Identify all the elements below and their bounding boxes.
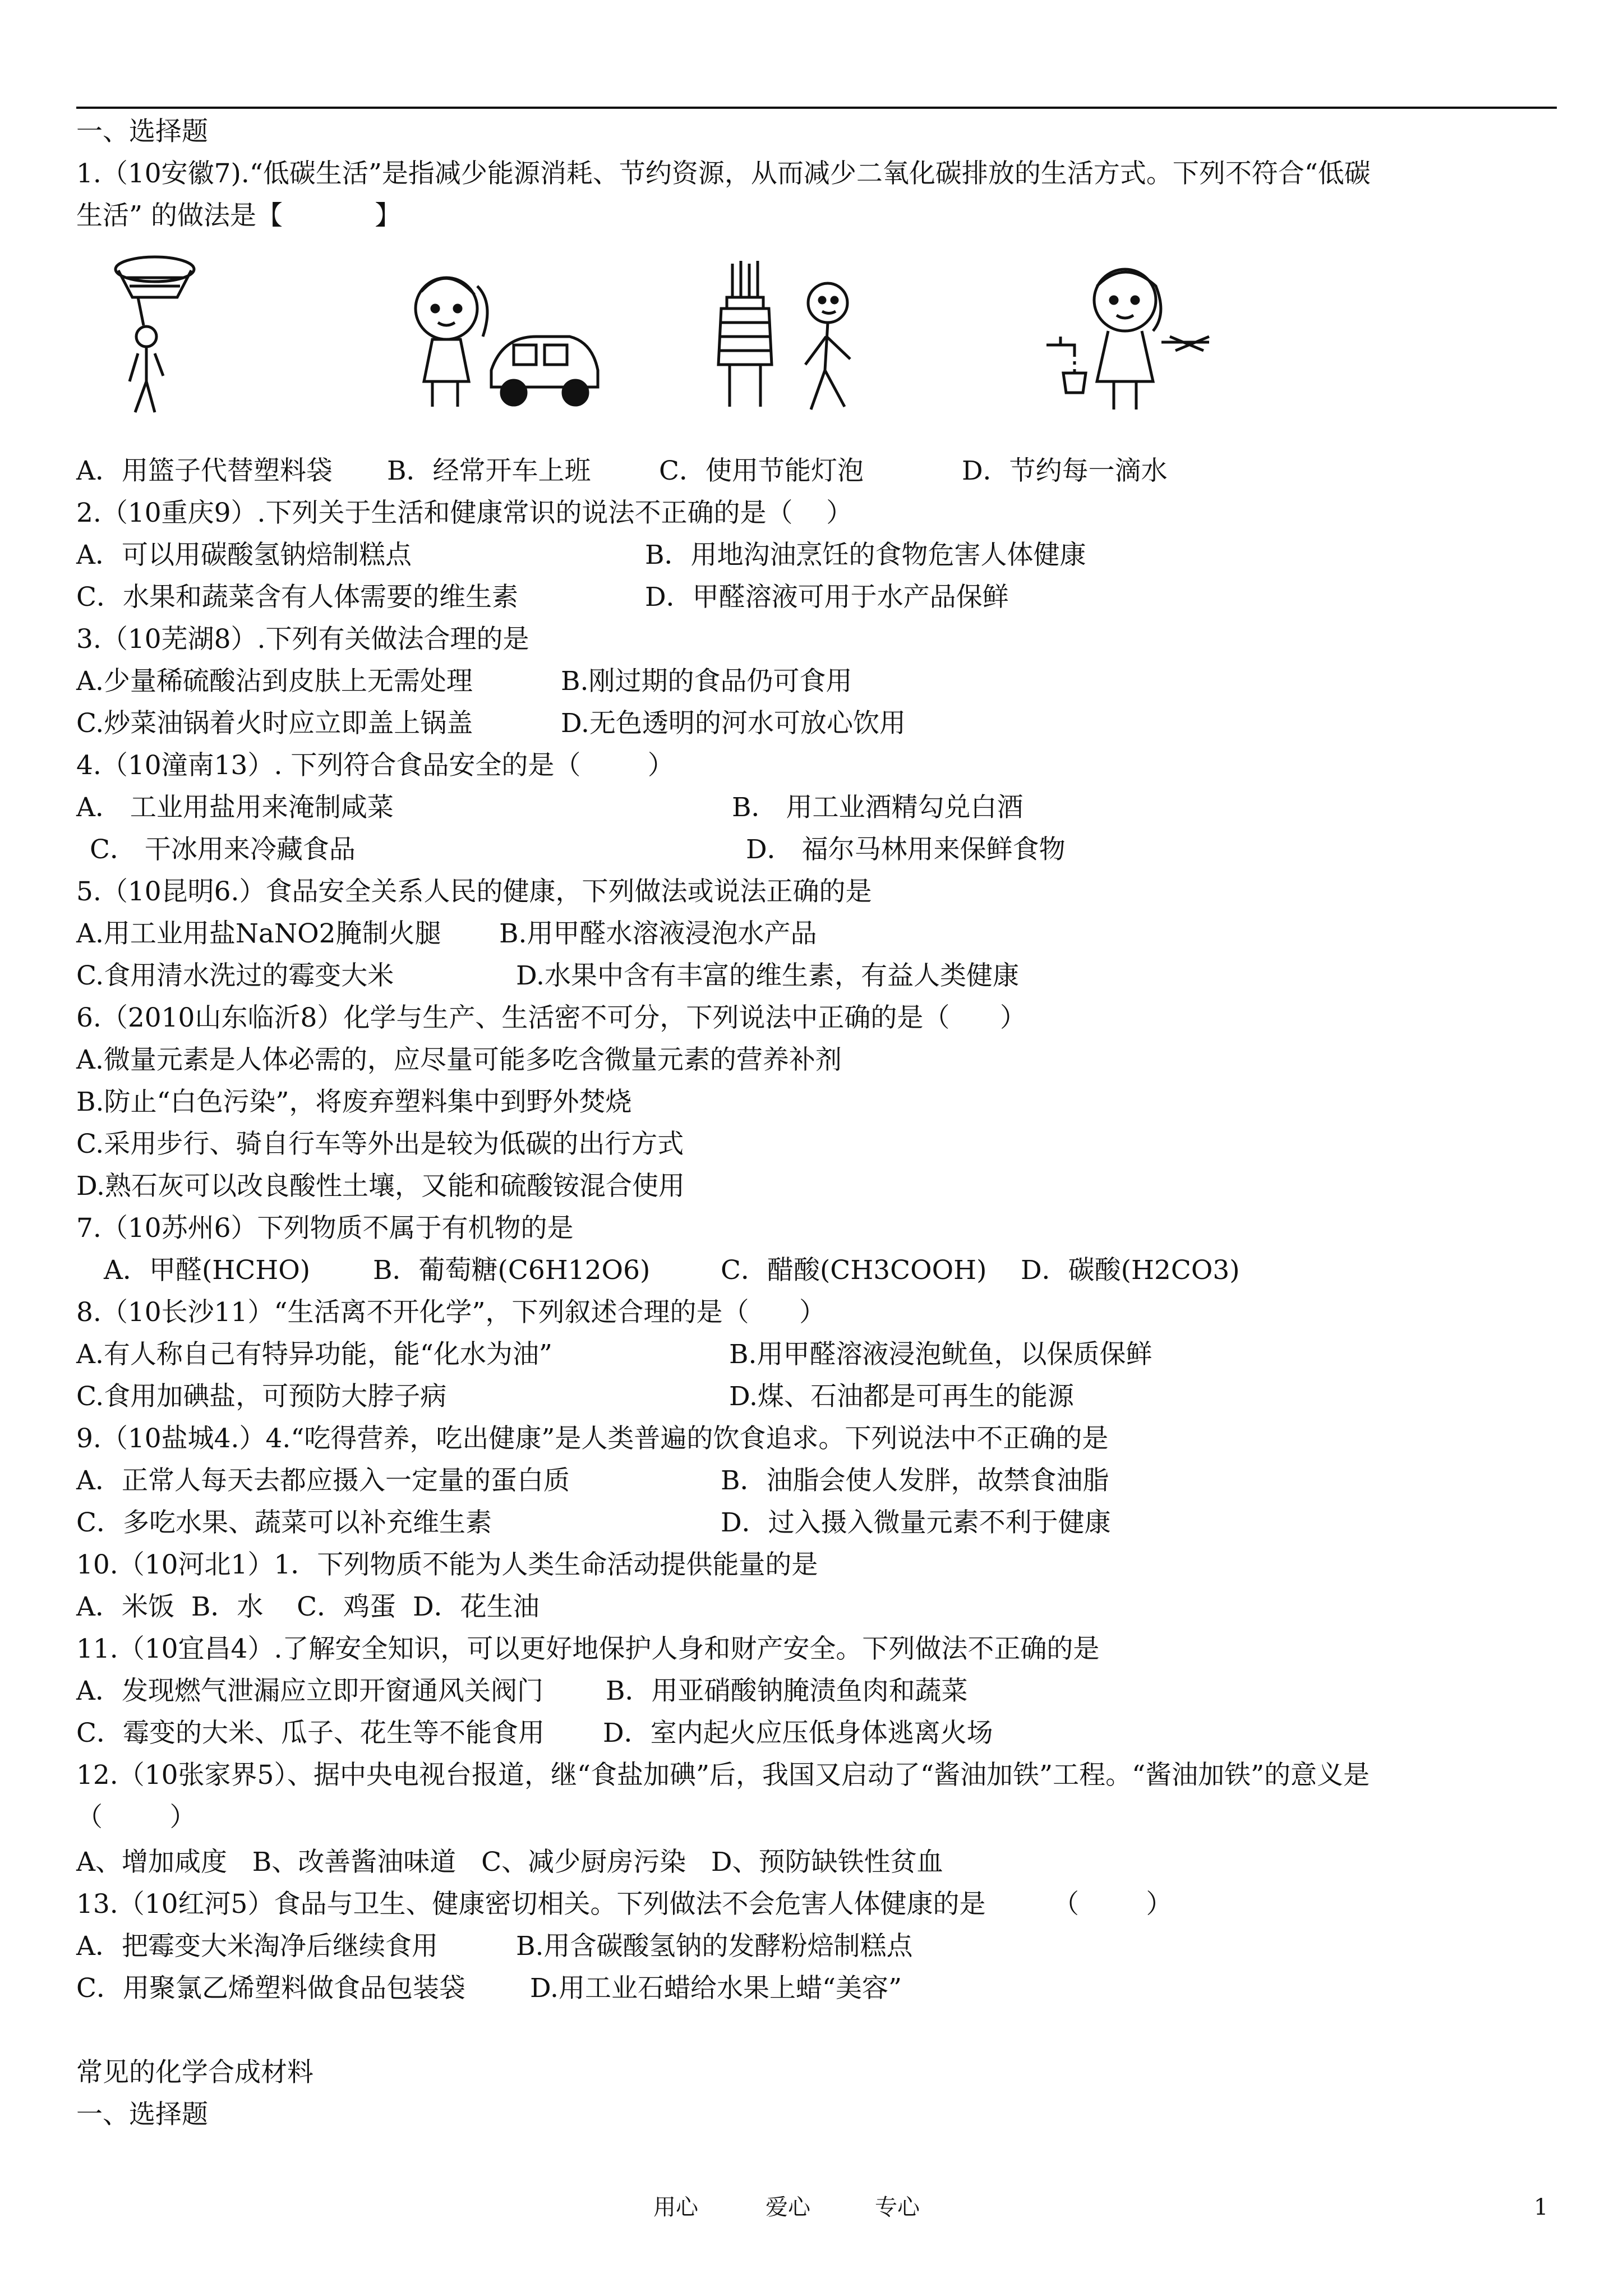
q6-stem: 6.（2010山东临沂8）化学与生产、生活密不可分，下列说法中正确的是（ ） <box>76 1002 1026 1033</box>
q3-option-b: B.刚过期的食品仍可食用 <box>561 666 852 697</box>
q4-option-a: A． 工业用盐用来淹制咸菜 <box>76 792 394 823</box>
q1-option-a: A．用篮子代替塑料袋 <box>76 455 333 486</box>
q5-stem: 5.（10昆明6.）食品安全关系人民的健康，下列做法或说法正确的是 <box>76 876 872 907</box>
q9-option-a: A．正常人每天去都应摄入一定量的蛋白质 <box>76 1465 570 1496</box>
q8-option-c: C.食用加碘盐，可预防大脖子病 <box>76 1381 447 1412</box>
section2-heading: 一、选择题 <box>76 2099 208 2130</box>
girl-with-car-illustration <box>379 252 615 415</box>
q3-option-c: C.炒菜油锅着火时应立即盖上锅盖 <box>76 708 473 739</box>
q7-option-b: B．葡萄糖(C6H12O6) <box>373 1255 651 1286</box>
q7-option-d: D．碳酸(H2CO3) <box>1021 1255 1240 1286</box>
q5-option-b: B.用甲醛水溶液浸泡水产品 <box>499 918 817 949</box>
q1-option-b: B．经常开车上班 <box>387 455 591 486</box>
q2-option-c: C．水果和蔬菜含有人体需要的维生素 <box>76 582 518 613</box>
basket-carrier-illustration <box>99 252 245 415</box>
q11-option-c: C．霉变的大米、瓜子、花生等不能食用 <box>76 1718 545 1749</box>
q12-stem-line2: （ ） <box>76 1802 196 1833</box>
q7-option-a: A．甲醛(HCHO) <box>104 1255 311 1286</box>
q4-stem: 4.（10潼南13）. 下列符合食品安全的是（ ） <box>76 750 674 781</box>
q10-options: A．米饭 B．水 C．鸡蛋 D．花生油 <box>76 1591 540 1622</box>
footer-motto-2: 爱心 <box>766 2194 810 2220</box>
q8-option-a: A.有人称自己有特异功能，能“化水为油” <box>76 1339 552 1370</box>
footer-motto-3: 专心 <box>875 2194 920 2220</box>
page-number: 1 <box>1534 2194 1548 2220</box>
water-saving-girl-illustration <box>1041 252 1220 415</box>
q6-option-c: C.采用步行、骑自行车等外出是较为低碳的出行方式 <box>76 1129 684 1159</box>
q1-stem-line2: 生活” 的做法是【 】 <box>76 200 402 231</box>
q12-options: A、增加咸度 B、改善酱油味道 C、减少厨房污染 D、预防缺铁性贫血 <box>76 1847 943 1878</box>
q13-option-b: B.用含碳酸氢钠的发酵粉焙制糕点 <box>516 1931 913 1962</box>
q11-stem: 11.（10宜昌4）.了解安全知识，可以更好地保护人身和财产安全。下列做法不正确的是 <box>76 1634 1100 1664</box>
q13-option-a: A．把霉变大米淘净后继续食用 <box>76 1931 438 1962</box>
q1-stem-line1: 1.（10安徽7).“低碳生活”是指减少能源消耗、节约资源，从而减少二氧化碳排放的生活方式。下列不符合“低碳 <box>76 158 1371 189</box>
energy-saving-bulb-illustration <box>710 252 889 415</box>
q4-option-d: D． 福尔马林用来保鲜食物 <box>746 834 1066 865</box>
footer-motto-1: 用心 <box>653 2194 698 2220</box>
q8-option-d: D.煤、石油都是可再生的能源 <box>729 1381 1074 1412</box>
q12-stem-line1: 12.（10张家界5）、据中央电视台报道，继“食盐加碘”后，我国又启动了“酱油加铁”工程。“酱油加铁”的意义是 <box>76 1760 1370 1791</box>
q11-option-d: D．室内起火应压低身体逃离火场 <box>603 1718 993 1749</box>
q2-option-d: D．甲醛溶液可用于水产品保鲜 <box>645 582 1009 613</box>
q5-option-a: A.用工业用盐NaNO2腌制火腿 <box>76 918 441 949</box>
header-rule <box>76 107 1557 109</box>
q9-option-d: D．过入摄入微量元素不利于健康 <box>721 1507 1111 1538</box>
section-heading: 一、选择题 <box>76 116 208 147</box>
q4-option-b: B． 用工业酒精勾兑白酒 <box>732 792 1023 823</box>
q13-stem: 13.（10红河5）食品与卫生、健康密切相关。下列做法不会危害人体健康的是 （ ） <box>76 1889 1173 1920</box>
q5-option-c: C.食用清水洗过的霉变大米 <box>76 960 394 991</box>
q11-option-a: A．发现燃气泄漏应立即开窗通风关阀门 <box>76 1676 543 1706</box>
q2-option-a: A．可以用碳酸氢钠焙制糕点 <box>76 540 412 570</box>
q8-option-b: B.用甲醛溶液浸泡鱿鱼，以保质保鲜 <box>729 1339 1152 1370</box>
q13-option-d: D.用工业石蜡给水果上蜡“美容” <box>530 1973 902 2004</box>
q6-option-b: B.防止“白色污染”，将废弃塑料集中到野外焚烧 <box>76 1087 632 1117</box>
q5-option-d: D.水果中含有丰富的维生素，有益人类健康 <box>516 960 1019 991</box>
q10-stem: 10.（10河北1）1．下列物质不能为人类生命活动提供能量的是 <box>76 1549 818 1580</box>
q1-option-c: C．使用节能灯泡 <box>659 455 864 486</box>
q9-option-c: C．多吃水果、蔬菜可以补充维生素 <box>76 1507 492 1538</box>
q8-stem: 8.（10长沙11）“生活离不开化学”，下列叙述合理的是（ ） <box>76 1297 826 1328</box>
q2-stem: 2.（10重庆9）.下列关于生活和健康常识的说法不正确的是（ ） <box>76 498 853 528</box>
q2-option-b: B．用地沟油烹饪的食物危害人体健康 <box>645 540 1086 570</box>
q9-stem: 9.（10盐城4.）4.“吃得营养，吃出健康”是人类普遍的饮食追求。下列说法中不正确的是 <box>76 1423 1109 1454</box>
q7-option-c: C．醋酸(CH3COOH) <box>721 1255 987 1286</box>
q3-stem: 3.（10芜湖8）.下列有关做法合理的是 <box>76 624 529 655</box>
q3-option-a: A.少量稀硫酸沾到皮肤上无需处理 <box>76 666 473 697</box>
q1-illustrations <box>76 252 1366 421</box>
q13-option-c: C．用聚氯乙烯塑料做食品包装袋 <box>76 1973 465 2004</box>
q6-option-a: A.微量元素是人体必需的，应尽量可能多吃含微量元素的营养补剂 <box>76 1045 842 1075</box>
q1-option-d: D．节约每一滴水 <box>962 455 1168 486</box>
q7-stem: 7.（10苏州6）下列物质不属于有机物的是 <box>76 1213 574 1244</box>
q6-option-d: D.熟石灰可以改良酸性土壤，又能和硫酸铵混合使用 <box>76 1171 685 1202</box>
q9-option-b: B．油脂会使人发胖，故禁食油脂 <box>721 1465 1109 1496</box>
section2-title: 常见的化学合成材料 <box>76 2057 313 2088</box>
q3-option-d: D.无色透明的河水可放心饮用 <box>561 708 906 739</box>
q11-option-b: B．用亚硝酸钠腌渍鱼肉和蔬菜 <box>606 1676 968 1706</box>
q4-option-c: C． 干冰用来冷藏食品 <box>90 834 356 865</box>
